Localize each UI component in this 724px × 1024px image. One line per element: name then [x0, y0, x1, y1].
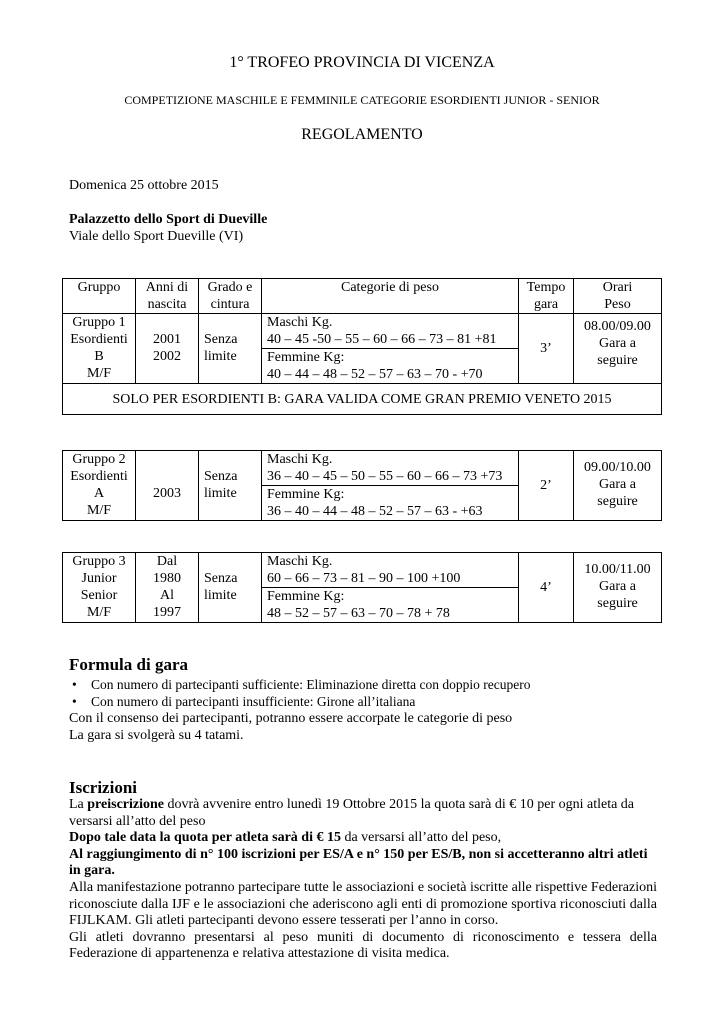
orari-cell: 08.00/09.00 Gara a seguire	[574, 314, 662, 384]
categorie-cell: Maschi Kg. 40 – 45 -50 – 55 – 60 – 66 – 73 – 81 +81 Femmine Kg: 40 – 44 – 48 – 52 – 57 – 63 – 70 - +70	[262, 314, 519, 384]
iscrizioni-heading: Iscrizioni	[69, 778, 137, 797]
formula-heading: Formula di gara	[69, 655, 188, 674]
categorie-cell: Maschi Kg. 36 – 40 – 45 – 50 – 55 – 60 – 66 – 73 +73 Femmine Kg: 36 – 40 – 44 – 48 – 52 – 57 – 63 - +63	[262, 451, 519, 521]
table-header-row	[63, 279, 662, 314]
header-orari: Orari Peso	[574, 279, 662, 314]
grado-cell: Senza limite	[199, 553, 262, 623]
grado-cell: Senza limite	[199, 314, 262, 384]
header-categorie: Categorie di peso	[262, 279, 519, 314]
list-item: • Con numero di partecipanti sufficiente: Eliminazione diretta con doppio recupero	[69, 676, 530, 693]
formula-line: Con il consenso dei partecipanti, potranno essere accorpate le categorie di peso	[69, 711, 513, 726]
header-gruppo: Gruppo	[63, 279, 136, 314]
event-address: Viale dello Sport Dueville (VI)	[69, 229, 244, 244]
iscrizioni-paragraph: La preiscrizione dovrà avvenire entro lunedì 19 Ottobre 2015 la quota sarà di € 10 per ogni atleta da versarsi all’atto del peso Dopo tale data la quota per atleta sarà di € 15 da versarsi all’atto del peso, Al raggiungimento di n° 100 iscrizioni per ES/A e n° 150 per ES/B, non si accetteranno altri atleti in gara. Alla manifestazione potranno partecipare tutte le associazioni e società iscritte alle rispettive Federazioni riconosciute dalla IJF e le associazioni che aderiscono agli enti di promozione sportiva riconosciuti dalla FIJLKAM. Gli atleti partecipanti devono essere tesserati per l’anno in corso. Gli atleti dovranno presentarsi al peso muniti di documento di riconoscimento e tessera della Federazione di appartenenza e relativa attestazione di visita medica.	[69, 797, 657, 962]
categorie-cell: Maschi Kg. 60 – 66 – 73 – 81 – 90 – 100 +100 Femmine Kg: 48 – 52 – 57 – 63 – 70 – 78 + 78	[262, 553, 519, 623]
event-venue: Palazzetto dello Sport di Dueville	[69, 212, 268, 227]
anni-cell: 2001 2002	[136, 314, 199, 384]
document-subtitle: COMPETIZIONE MASCHILE E FEMMINILE CATEGORIE ESORDIENTI JUNIOR - SENIOR	[124, 93, 600, 107]
tempo-cell: 3’	[519, 314, 574, 384]
grado-cell: Senza limite	[199, 451, 262, 521]
orari-cell: 09.00/10.00 Gara a seguire	[574, 451, 662, 521]
gran-premio-note: SOLO PER ESORDIENTI B: GARA VALIDA COME GRAN PREMIO VENETO 2015	[63, 384, 662, 415]
anni-cell: 2003	[136, 451, 199, 521]
table-row	[63, 553, 662, 623]
categories-table-1	[62, 278, 662, 415]
table-row	[63, 314, 662, 384]
header-tempo: Tempo gara	[519, 279, 574, 314]
header-anni: Anni di nascita	[136, 279, 199, 314]
document-title: 1° TROFEO PROVINCIA DI VICENZA	[229, 54, 495, 71]
formula-line: La gara si svolgerà su 4 tatami.	[69, 728, 244, 743]
gruppo-cell: Gruppo 2 Esordienti A M/F	[63, 451, 136, 521]
anni-cell: Dal 1980 Al 1997	[136, 553, 199, 623]
iscrizioni-documents: Gli atleti dovranno presentarsi al peso muniti di documento di riconoscimento e tessera della Federazione di appartenenza e relativa attestazione di visita medica.	[69, 929, 657, 962]
table-row	[63, 451, 662, 521]
categories-table-2	[62, 450, 662, 521]
header-grado: Grado e cintura	[199, 279, 262, 314]
orari-cell: 10.00/11.00 Gara a seguire	[574, 553, 662, 623]
section-title: REGOLAMENTO	[301, 126, 423, 143]
categories-table-3	[62, 552, 662, 623]
list-item: • Con numero di partecipanti insufficiente: Girone all’italiana	[69, 693, 530, 710]
table-note-row	[63, 384, 662, 415]
gruppo-cell: Gruppo 1 Esordienti B M/F	[63, 314, 136, 384]
event-date: Domenica 25 ottobre 2015	[69, 178, 219, 193]
tempo-cell: 4’	[519, 553, 574, 623]
formula-list	[69, 676, 530, 710]
limit-notice: Al raggiungimento di n° 100 iscrizioni per ES/A e n° 150 per ES/B, non si accetteranno altri atleti in gara.	[69, 846, 648, 879]
tempo-cell: 2’	[519, 451, 574, 521]
gruppo-cell: Gruppo 3 Junior Senior M/F	[63, 553, 136, 623]
iscrizioni-eligibility: Alla manifestazione potranno partecipare tutte le associazioni e società iscritte alle rispettive Federazioni riconosciute dalla IJF e le associazioni che aderiscono agli enti di promozione sportiva riconosciuti dalla FIJLKAM. Gli atleti partecipanti devono essere tesserati per l’anno in corso.	[69, 879, 657, 929]
